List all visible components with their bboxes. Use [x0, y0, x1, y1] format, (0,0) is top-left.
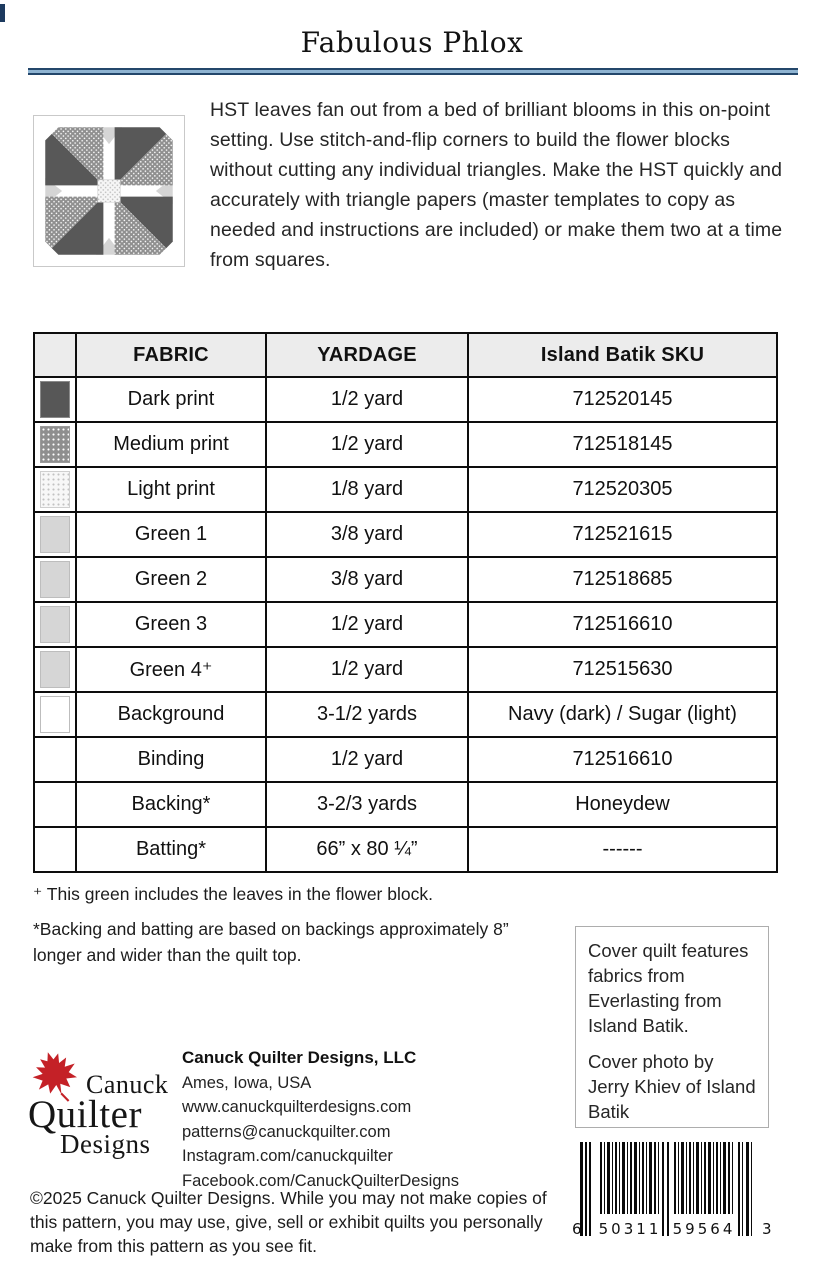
fabric-swatch: [40, 381, 70, 418]
copyright-notice: ©2025 Canuck Quilter Designs. While you may not make copies of this pattern, you may use, give, sell or exhibit quilts you personally make from this pattern as you see fit.: [30, 1188, 547, 1256]
green-footnote: ⁺ This green includes the leaves in the flower block.: [33, 884, 433, 904]
title-divider: [28, 68, 798, 75]
fabric-name: Green 1: [76, 512, 266, 557]
yardage-value: 1/2 yard: [266, 602, 468, 647]
table-row: [34, 422, 777, 467]
sku-value: 712516610: [468, 737, 777, 782]
sku-value: 712518685: [468, 557, 777, 602]
yardage-value: 1/2 yard: [266, 647, 468, 692]
sku-value: 712515630: [468, 647, 777, 692]
barcode-digits-group1: 50311: [598, 1220, 662, 1238]
yardage-value: 1/2 yard: [266, 377, 468, 422]
cover-fabrics-text: Cover quilt features fabrics from Everlasting from Island Batik.: [588, 940, 749, 1036]
publisher-website: www.canuckquilterdesigns.com: [182, 1098, 412, 1116]
logo-word-quilter: Quilter: [28, 1093, 142, 1136]
yardage-value: 3-2/3 yards: [266, 782, 468, 827]
publisher-contact-block: [182, 1046, 512, 1193]
fabric-swatch: [40, 651, 70, 688]
table-row: [34, 377, 777, 422]
fabric-requirements-table: [33, 332, 778, 873]
barcode-digit-right: 3: [762, 1220, 772, 1238]
yardage-value: 1/8 yard: [266, 467, 468, 512]
fabric-name: Green 4⁺: [76, 647, 266, 692]
sku-value: 712520305: [468, 467, 777, 512]
fabric-swatch: [40, 696, 70, 733]
backing-footnote: *Backing and batting are based on backings approximately 8” longer and wider than the quilt top.: [33, 919, 509, 965]
table-row: [34, 557, 777, 602]
sku-value: Navy (dark) / Sugar (light): [468, 692, 777, 737]
fabric-name: Background: [76, 692, 266, 737]
fabric-name: Dark print: [76, 377, 266, 422]
cover-info-box: [575, 926, 769, 1128]
publisher-location: Ames, Iowa, USA: [182, 1073, 312, 1092]
page-edge-artifact: [0, 4, 5, 22]
logo-word-canuck: Canuck: [86, 1070, 169, 1099]
sku-value: ------: [468, 827, 777, 872]
sku-value: Honeydew: [468, 782, 777, 827]
fabric-name: Binding: [76, 737, 266, 782]
sku-value: 712521615: [468, 512, 777, 557]
barcode-digit-left: 6: [572, 1220, 582, 1238]
fabric-swatch: [40, 606, 70, 643]
fabric-name: Backing*: [76, 782, 266, 827]
fabric-column-header: FABRIC: [76, 333, 266, 377]
table-row: [34, 602, 777, 647]
publisher-facebook: Facebook.com/CanuckQuilterDesigns: [182, 1171, 459, 1190]
cover-photo-credit: Cover photo by Jerry Khiev of Island Batik: [588, 1051, 756, 1122]
table-row: [34, 647, 777, 692]
fabric-swatch: [40, 561, 70, 598]
table-row: [34, 512, 777, 557]
fabric-swatch: [40, 426, 70, 463]
publisher-instagram: Instagram.com/canuckquilter: [182, 1147, 393, 1165]
flower-block-image: [33, 115, 185, 267]
barcode-digits-group2: 59564: [672, 1220, 736, 1238]
yardage-column-header: YARDAGE: [266, 333, 468, 377]
company-logo: [26, 1044, 182, 1160]
table-row: [34, 467, 777, 512]
sku-value: 712520145: [468, 377, 777, 422]
swatch-column-header: [34, 333, 76, 377]
sku-value: 712516610: [468, 602, 777, 647]
intro-paragraph: HST leaves fan out from a bed of brilliant blooms in this on-point setting. Use stitch-and-flip corners to build the flower blocks without cutting any individual triangles. Make the HST quickly and accurately with triangle papers (master templates to copy as needed and instructions are included) or make them two at a time from squares.: [210, 99, 783, 271]
publisher-name: Canuck Quilter Designs, LLC: [182, 1048, 417, 1067]
fabric-swatch: [40, 516, 70, 553]
upc-barcode: [572, 1142, 772, 1238]
table-row: [34, 827, 777, 872]
yardage-value: 1/2 yard: [266, 737, 468, 782]
barcode-bars: [572, 1142, 772, 1238]
table-header-row: [34, 333, 777, 377]
fabric-name: Light print: [76, 467, 266, 512]
fabric-swatch: [40, 471, 70, 508]
flower-block-graphic: [34, 116, 184, 266]
fabric-name: Green 3: [76, 602, 266, 647]
fabric-name: Green 2: [76, 557, 266, 602]
table-row: [34, 782, 777, 827]
fabric-name: Batting*: [76, 827, 266, 872]
yardage-value: 1/2 yard: [266, 422, 468, 467]
logo-word-designs: Designs: [60, 1129, 151, 1159]
sku-column-header: Island Batik SKU: [468, 333, 777, 377]
page-title: Fabulous Phlox: [300, 26, 524, 59]
yardage-value: 66” x 80 ¼”: [266, 827, 468, 872]
yardage-value: 3/8 yard: [266, 512, 468, 557]
fabric-name: Medium print: [76, 422, 266, 467]
yardage-value: 3-1/2 yards: [266, 692, 468, 737]
sku-value: 712518145: [468, 422, 777, 467]
table-row: [34, 737, 777, 782]
publisher-email: patterns@canuckquilter.com: [182, 1122, 391, 1141]
table-row: [34, 692, 777, 737]
yardage-value: 3/8 yard: [266, 557, 468, 602]
